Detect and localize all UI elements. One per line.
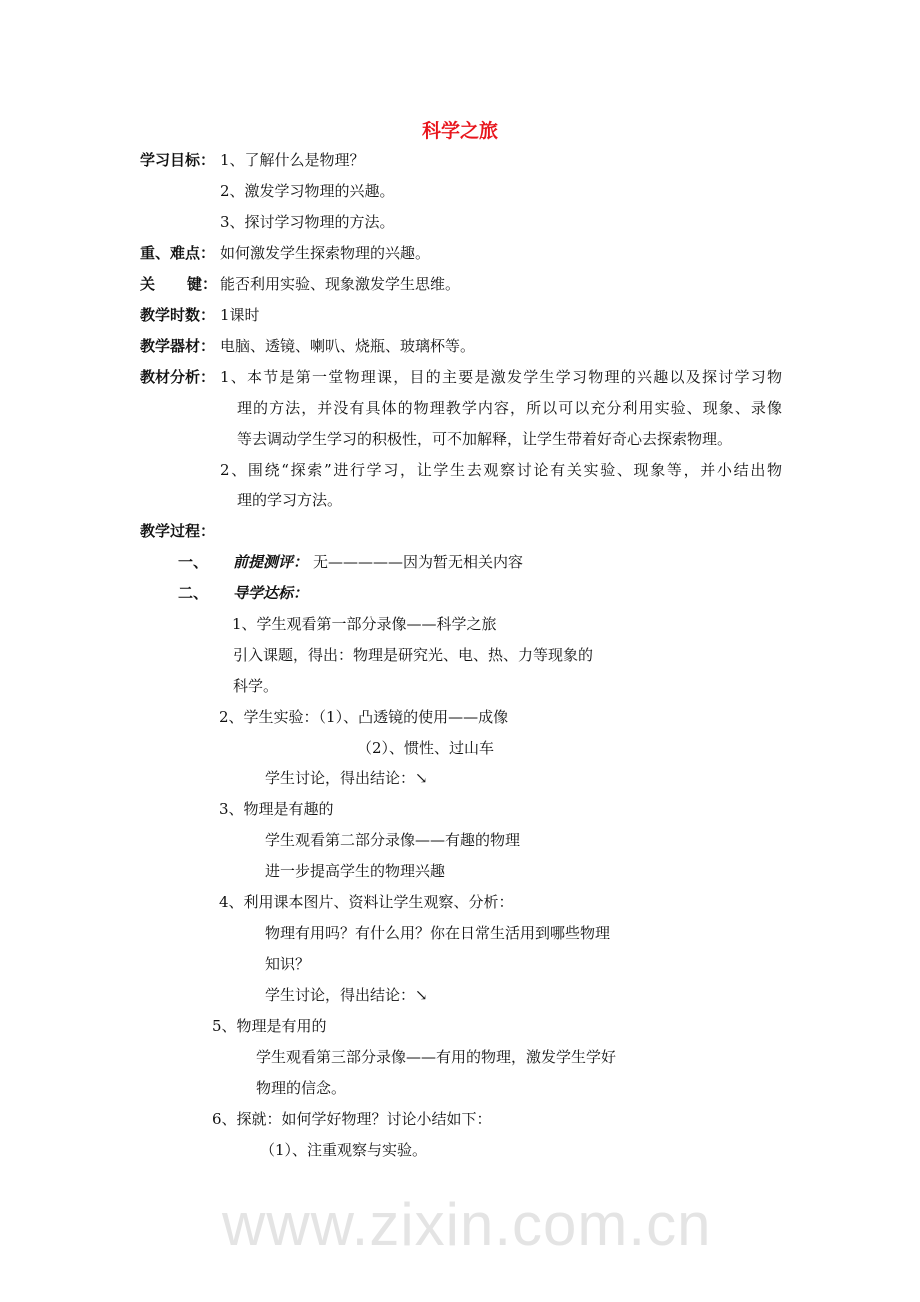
key-label: 键： [187, 275, 218, 293]
document-title: 科学之旅 [421, 120, 498, 142]
analysis-line: 理的学习方法。 [237, 491, 343, 509]
process-line: 6、探就：如何学好物理？讨论小结如下： [212, 1110, 492, 1128]
section-number: 一、 [178, 553, 209, 571]
process-line: 知识？ [265, 955, 311, 973]
equipment-text: 电脑、透镜、喇叭、烧瓶、玻璃杯等。 [220, 337, 476, 355]
process-line: 4、利用课本图片、资料让学生观察、分析： [219, 893, 514, 911]
process-line: 3、物理是有趣的 [219, 800, 334, 818]
watermark: www.zixin.com.cn [222, 1191, 712, 1258]
process-line: 2、学生实验：（1）、凸透镜的使用——成像 [219, 708, 509, 726]
process-line: 5、物理是有用的 [212, 1017, 327, 1035]
analysis-label: 教材分析： [140, 368, 216, 386]
analysis-line: 2、围绕“探索”进行学习，让学生去观察讨论有关实验、现象等，并小结出物 [220, 461, 782, 479]
process-line: 物理有用吗？有什么用？你在日常生活用到哪些物理 [265, 924, 611, 942]
analysis-line: 1、本节是第一堂物理课，目的主要是激发学生学习物理的兴趣以及探讨学习物 [220, 368, 782, 386]
process-line: 学生讨论，得出结论：↘ [265, 769, 428, 787]
process-line: （2）、惯性、过山车 [357, 739, 495, 757]
analysis-line: 等去调动学生学习的积极性，可不加解释，让学生带着好奇心去探索物理。 [237, 430, 733, 448]
analysis-line: 理的方法，并没有具体的物理教学内容，所以可以充分利用实验、现象、录像 [237, 399, 782, 417]
difficulty-label: 重、难点： [140, 244, 216, 262]
objective-item: 2、激发学习物理的兴趣。 [220, 182, 395, 200]
objective-item: 1、了解什么是物理？ [220, 151, 365, 169]
section-text: 无—————因为暂无相关内容 [313, 553, 524, 571]
difficulty-text: 如何激发学生探索物理的兴趣。 [220, 244, 431, 262]
process-line: 引入课题，得出：物理是研究光、电、热、力等现象的 [233, 646, 594, 664]
section-heading: 前提测评： [233, 553, 309, 571]
hours-label: 教学时数： [140, 306, 216, 324]
process-line: 1、学生观看第一部分录像——科学之旅 [232, 615, 497, 633]
process-line: 科学。 [233, 677, 279, 695]
objectives-label: 学习目标： [140, 151, 216, 169]
process-line: （1）、注重观察与实验。 [260, 1141, 428, 1159]
section-heading: 导学达标： [233, 584, 309, 602]
process-line: 学生讨论，得出结论：↘ [265, 986, 428, 1004]
process-label: 教学过程： [140, 522, 216, 540]
process-line: 学生观看第三部分录像——有用的物理，激发学生学好 [256, 1048, 617, 1066]
hours-text: 1课时 [220, 306, 260, 324]
key-text: 能否利用实验、现象激发学生思维。 [220, 275, 461, 293]
process-line: 进一步提高学生的物理兴趣 [265, 862, 446, 880]
process-line: 学生观看第二部分录像——有趣的物理 [265, 831, 521, 849]
process-line: 物理的信念。 [256, 1079, 347, 1097]
key-label: 关 [140, 275, 156, 293]
equipment-label: 教学器材： [140, 337, 216, 355]
objective-item: 3、探讨学习物理的方法。 [220, 213, 395, 231]
section-number: 二、 [178, 584, 209, 602]
